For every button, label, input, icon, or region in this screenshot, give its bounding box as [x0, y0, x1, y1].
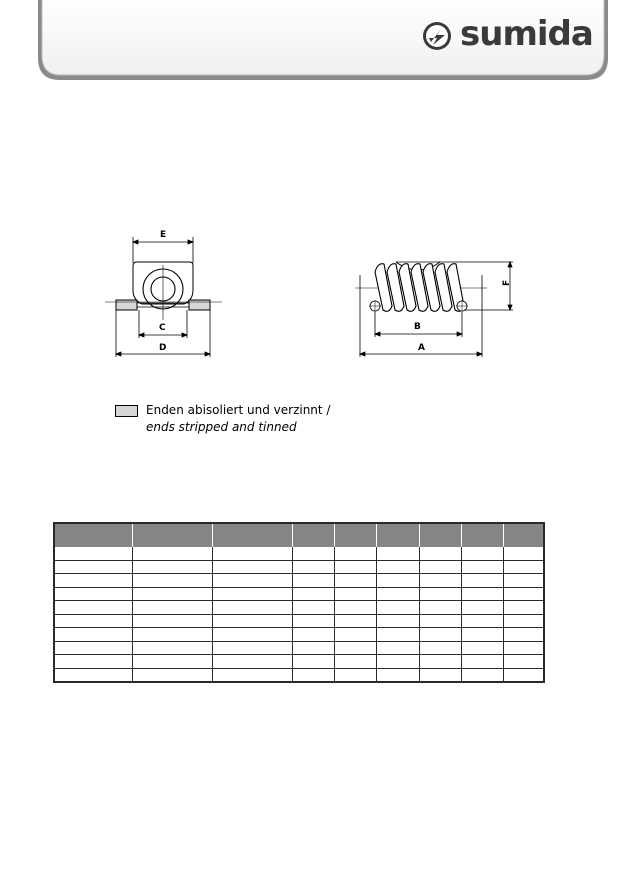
table-cell — [461, 655, 503, 669]
table-row — [54, 628, 544, 642]
table-row — [54, 668, 544, 682]
table-cell — [503, 587, 544, 601]
legend-text-german: Enden abisoliert und verzinnt / — [146, 403, 331, 417]
table-cell — [376, 560, 419, 574]
table-row — [54, 574, 544, 588]
table-cell — [54, 574, 132, 588]
table-cell — [419, 668, 461, 682]
table-cell — [212, 614, 292, 628]
table-cell — [292, 614, 334, 628]
table-cell — [461, 668, 503, 682]
table-cell — [503, 547, 544, 560]
table-cell — [461, 560, 503, 574]
table-cell — [376, 614, 419, 628]
table-cell — [419, 628, 461, 642]
table-cell — [54, 587, 132, 601]
column-header — [292, 523, 334, 547]
table-cell — [212, 628, 292, 642]
table-cell — [292, 668, 334, 682]
dimension-label-b: B — [414, 322, 421, 332]
table-cell — [376, 587, 419, 601]
table-cell — [54, 547, 132, 560]
table-cell — [212, 668, 292, 682]
table-cell — [54, 628, 132, 642]
table-cell — [132, 560, 212, 574]
table-cell — [376, 547, 419, 560]
table-row — [54, 614, 544, 628]
table-row — [54, 547, 544, 560]
column-header — [503, 523, 544, 547]
table-row — [54, 655, 544, 669]
table-cell — [334, 574, 376, 588]
table-cell — [376, 655, 419, 669]
column-header — [419, 523, 461, 547]
column-header — [54, 523, 132, 547]
legend-text-english: ends stripped and tinned — [146, 420, 297, 434]
table-cell — [334, 668, 376, 682]
table-body — [54, 547, 544, 682]
table-cell — [54, 560, 132, 574]
table-cell — [503, 641, 544, 655]
table-row — [54, 560, 544, 574]
table-cell — [419, 587, 461, 601]
column-header — [376, 523, 419, 547]
table-cell — [419, 655, 461, 669]
table-cell — [334, 655, 376, 669]
table-cell — [334, 587, 376, 601]
table-cell — [503, 614, 544, 628]
dimension-label-c: C — [159, 323, 166, 333]
table-cell — [292, 547, 334, 560]
table-cell — [334, 628, 376, 642]
table-cell — [54, 641, 132, 655]
table-cell — [376, 574, 419, 588]
table-cell — [132, 601, 212, 615]
column-header — [212, 523, 292, 547]
table-cell — [292, 560, 334, 574]
table-cell — [334, 601, 376, 615]
table-cell — [419, 560, 461, 574]
table-cell — [334, 614, 376, 628]
table-row — [54, 601, 544, 615]
table-cell — [461, 574, 503, 588]
table-cell — [503, 655, 544, 669]
legend-swatch — [115, 405, 138, 417]
table-cell — [503, 628, 544, 642]
dimension-label-a: A — [418, 343, 425, 353]
table-cell — [376, 628, 419, 642]
table-cell — [503, 560, 544, 574]
dimension-label-e: E — [160, 230, 167, 240]
table-cell — [292, 641, 334, 655]
table-header-row — [54, 523, 544, 547]
table-cell — [132, 547, 212, 560]
table-cell — [132, 641, 212, 655]
table-cell — [334, 547, 376, 560]
table-cell — [292, 574, 334, 588]
table-cell — [212, 547, 292, 560]
table-cell — [292, 587, 334, 601]
table-cell — [419, 614, 461, 628]
table-cell — [419, 601, 461, 615]
dimension-label-f: F — [502, 279, 512, 286]
specification-table — [53, 522, 545, 683]
brand-name: sumida — [460, 14, 593, 54]
table-cell — [212, 641, 292, 655]
column-header — [132, 523, 212, 547]
table-cell — [461, 628, 503, 642]
table-cell — [132, 587, 212, 601]
table-cell — [212, 560, 292, 574]
dimension-label-d: D — [159, 343, 167, 353]
table-cell — [292, 628, 334, 642]
table-cell — [376, 668, 419, 682]
table-cell — [503, 601, 544, 615]
table-cell — [419, 574, 461, 588]
table-cell — [503, 668, 544, 682]
table-cell — [334, 560, 376, 574]
table-cell — [54, 614, 132, 628]
column-header — [334, 523, 376, 547]
table-cell — [54, 601, 132, 615]
table-cell — [212, 574, 292, 588]
table-cell — [419, 547, 461, 560]
table-cell — [419, 641, 461, 655]
table-cell — [212, 655, 292, 669]
table-cell — [461, 547, 503, 560]
table-cell — [376, 641, 419, 655]
table-cell — [212, 601, 292, 615]
table-cell — [376, 601, 419, 615]
table-cell — [54, 668, 132, 682]
table-cell — [503, 574, 544, 588]
table-cell — [334, 641, 376, 655]
table-cell — [461, 641, 503, 655]
table-cell — [461, 587, 503, 601]
table-cell — [132, 655, 212, 669]
table-cell — [292, 655, 334, 669]
table-row — [54, 587, 544, 601]
table-cell — [132, 628, 212, 642]
table-cell — [461, 614, 503, 628]
table-cell — [54, 655, 132, 669]
table-cell — [461, 601, 503, 615]
table-cell — [212, 587, 292, 601]
table-cell — [292, 601, 334, 615]
table-row — [54, 641, 544, 655]
table-cell — [132, 668, 212, 682]
dimension-drawings — [0, 0, 629, 400]
column-header — [461, 523, 503, 547]
table-cell — [132, 574, 212, 588]
table-cell — [132, 614, 212, 628]
